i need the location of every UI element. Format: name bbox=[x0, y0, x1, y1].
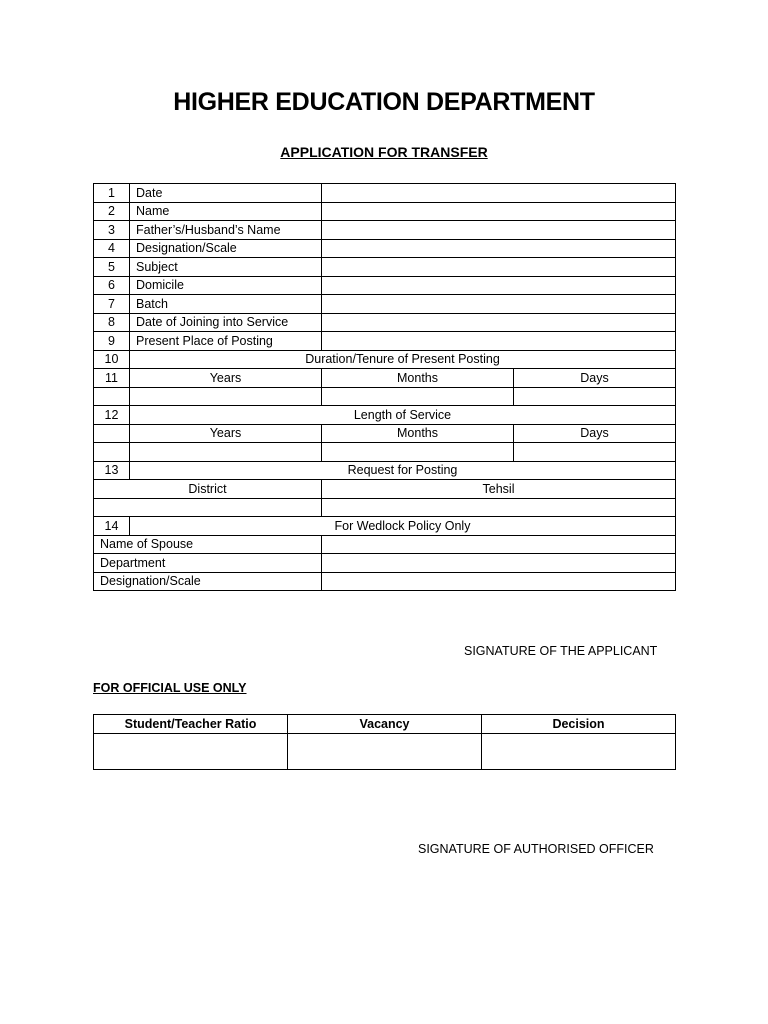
duration-label: Duration/Tenure of Present Posting bbox=[130, 350, 676, 369]
spouse-department-label: Department bbox=[94, 554, 322, 573]
field-label: Father’s/Husband’s Name bbox=[130, 221, 322, 240]
posting-columns-row bbox=[94, 480, 676, 499]
form-subtitle: APPLICATION FOR TRANSFER bbox=[280, 144, 488, 160]
district-field[interactable] bbox=[94, 498, 322, 517]
ratio-column-header: Student/Teacher Ratio bbox=[94, 715, 288, 734]
page-title: HIGHER EDUCATION DEPARTMENT bbox=[173, 88, 595, 116]
vacancy-column-header: Vacancy bbox=[288, 715, 482, 734]
ratio-field[interactable] bbox=[94, 734, 288, 770]
posting-header-row bbox=[94, 461, 676, 480]
field-value[interactable] bbox=[322, 332, 676, 351]
field-label: Designation/Scale bbox=[130, 239, 322, 258]
form-row bbox=[94, 184, 676, 203]
form-row bbox=[94, 258, 676, 277]
spouse-department-field[interactable] bbox=[322, 554, 676, 573]
row-number: 9 bbox=[94, 332, 130, 351]
row-number: 3 bbox=[94, 221, 130, 240]
service-months-label: Months bbox=[322, 424, 514, 443]
form-row bbox=[94, 313, 676, 332]
field-label: Date bbox=[130, 184, 322, 203]
field-value[interactable] bbox=[322, 184, 676, 203]
wedlock-label: For Wedlock Policy Only bbox=[130, 517, 676, 536]
tehsil-field[interactable] bbox=[322, 498, 676, 517]
duration-values-row bbox=[94, 387, 676, 406]
service-label: Length of Service bbox=[130, 406, 676, 425]
duration-header-row bbox=[94, 350, 676, 369]
service-header-row bbox=[94, 406, 676, 425]
service-years-field[interactable] bbox=[130, 443, 322, 462]
field-value[interactable] bbox=[322, 258, 676, 277]
duration-columns-row bbox=[94, 369, 676, 388]
form-row bbox=[94, 221, 676, 240]
service-columns-row bbox=[94, 424, 676, 443]
applicant-signature-label: SIGNATURE OF THE APPLICANT bbox=[464, 644, 658, 658]
row-number: 1 bbox=[94, 184, 130, 203]
duration-years-field[interactable] bbox=[130, 387, 322, 406]
spouse-department-row bbox=[94, 554, 676, 573]
form-row bbox=[94, 276, 676, 295]
row-number: 6 bbox=[94, 276, 130, 295]
duration-months-field[interactable] bbox=[322, 387, 514, 406]
row-number: 14 bbox=[94, 517, 130, 536]
field-value[interactable] bbox=[322, 313, 676, 332]
row-number: 10 bbox=[94, 350, 130, 369]
empty-cell bbox=[94, 387, 130, 406]
service-values-row bbox=[94, 443, 676, 462]
officer-signature-label: SIGNATURE OF AUTHORISED OFFICER bbox=[418, 842, 654, 856]
row-number: 2 bbox=[94, 202, 130, 221]
field-label: Name bbox=[130, 202, 322, 221]
field-value[interactable] bbox=[322, 295, 676, 314]
row-number: 7 bbox=[94, 295, 130, 314]
decision-field[interactable] bbox=[482, 734, 676, 770]
field-value[interactable] bbox=[322, 276, 676, 295]
service-years-label: Years bbox=[130, 424, 322, 443]
duration-months-label: Months bbox=[322, 369, 514, 388]
form-row bbox=[94, 239, 676, 258]
row-number: 8 bbox=[94, 313, 130, 332]
empty-cell bbox=[94, 424, 130, 443]
official-header-row bbox=[94, 715, 676, 734]
empty-cell bbox=[94, 443, 130, 462]
official-use-heading: FOR OFFICIAL USE ONLY bbox=[93, 681, 247, 695]
duration-days-field[interactable] bbox=[514, 387, 676, 406]
field-value[interactable] bbox=[322, 221, 676, 240]
duration-days-label: Days bbox=[514, 369, 676, 388]
service-days-label: Days bbox=[514, 424, 676, 443]
field-label: Domicile bbox=[130, 276, 322, 295]
official-use-table bbox=[93, 714, 676, 770]
field-label: Batch bbox=[130, 295, 322, 314]
spouse-designation-label: Designation/Scale bbox=[94, 572, 322, 591]
tehsil-label: Tehsil bbox=[322, 480, 676, 499]
field-value[interactable] bbox=[322, 202, 676, 221]
service-months-field[interactable] bbox=[322, 443, 514, 462]
row-number: 5 bbox=[94, 258, 130, 277]
wedlock-header-row bbox=[94, 517, 676, 536]
spouse-designation-field[interactable] bbox=[322, 572, 676, 591]
field-value[interactable] bbox=[322, 239, 676, 258]
spouse-name-label: Name of Spouse bbox=[94, 535, 322, 554]
form-row bbox=[94, 202, 676, 221]
form-row bbox=[94, 295, 676, 314]
row-number: 4 bbox=[94, 239, 130, 258]
posting-values-row bbox=[94, 498, 676, 517]
duration-years-label: Years bbox=[130, 369, 322, 388]
transfer-form-table bbox=[93, 183, 676, 591]
field-label: Subject bbox=[130, 258, 322, 277]
spouse-designation-row bbox=[94, 572, 676, 591]
posting-label: Request for Posting bbox=[130, 461, 676, 480]
row-number: 12 bbox=[94, 406, 130, 425]
row-number: 13 bbox=[94, 461, 130, 480]
vacancy-field[interactable] bbox=[288, 734, 482, 770]
spouse-name-field[interactable] bbox=[322, 535, 676, 554]
official-values-row bbox=[94, 734, 676, 770]
row-number: 11 bbox=[94, 369, 130, 388]
decision-column-header: Decision bbox=[482, 715, 676, 734]
form-row bbox=[94, 332, 676, 351]
field-label: Date of Joining into Service bbox=[130, 313, 322, 332]
field-label: Present Place of Posting bbox=[130, 332, 322, 351]
spouse-name-row bbox=[94, 535, 676, 554]
district-label: District bbox=[94, 480, 322, 499]
service-days-field[interactable] bbox=[514, 443, 676, 462]
